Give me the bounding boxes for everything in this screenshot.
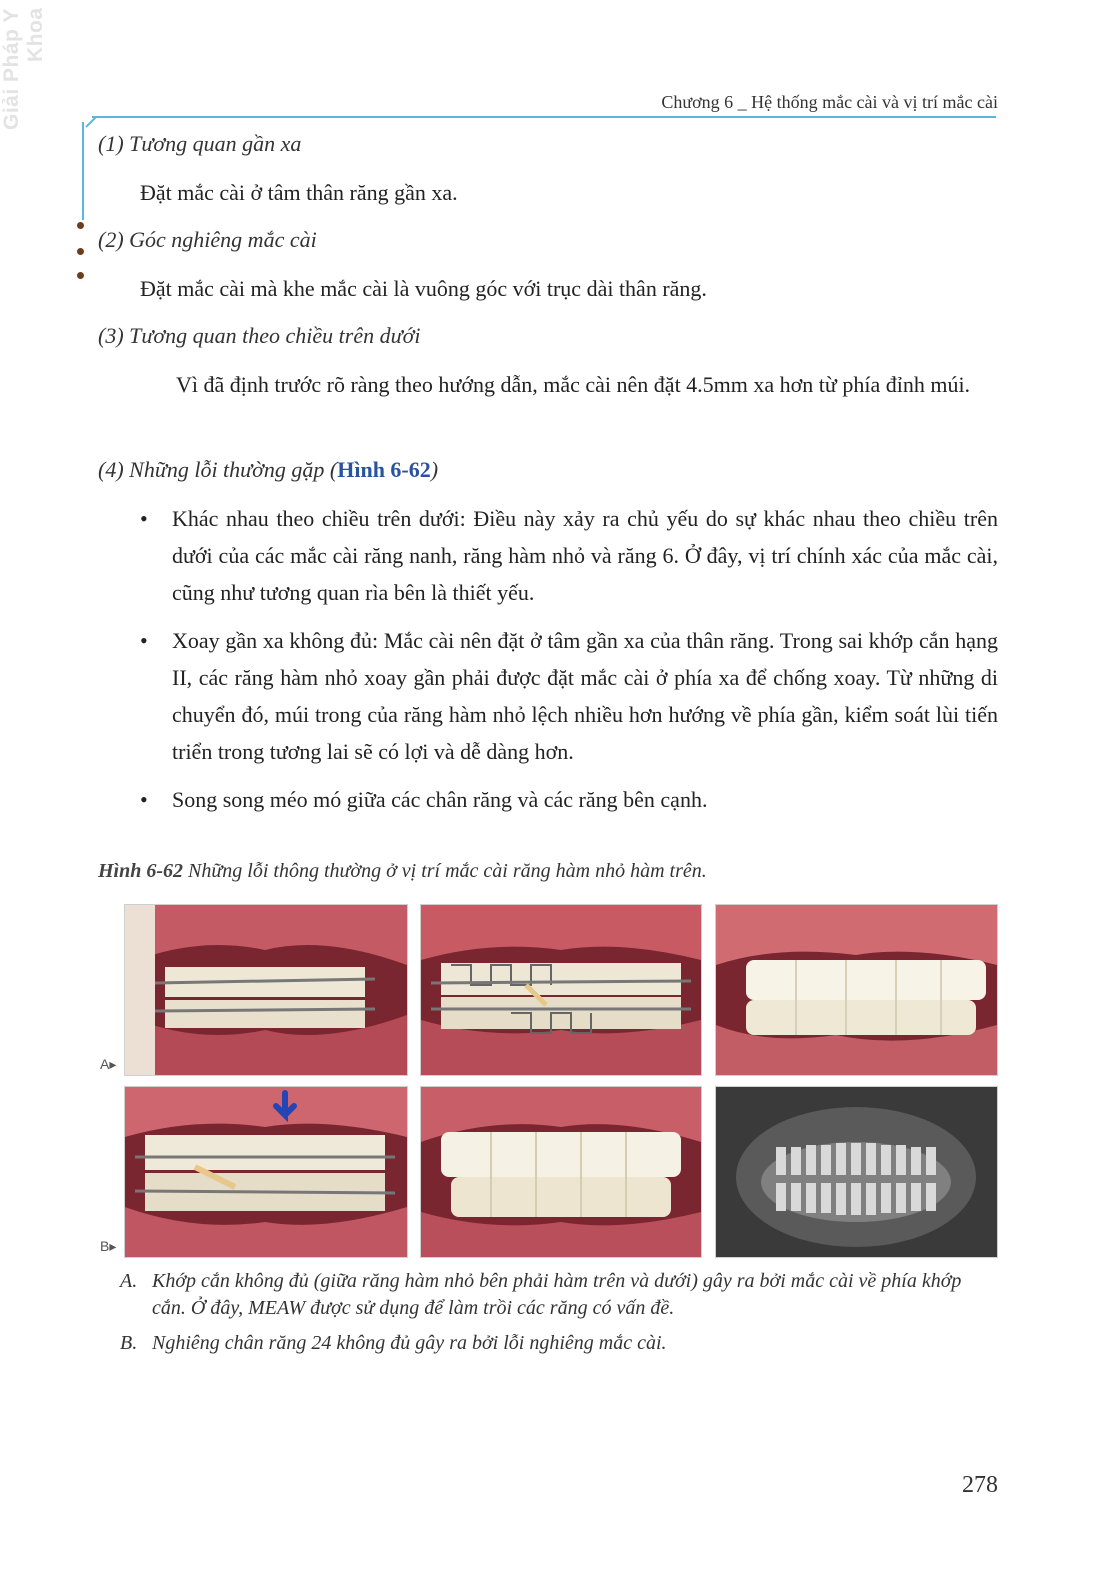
legend-text: Nghiêng chân răng 24 không đủ gây ra bởi lỗi nghiêng mắc cài.	[152, 1332, 667, 1354]
legend-item-b	[120, 1330, 1000, 1357]
watermark: Giải Pháp Y Khoa	[0, 8, 47, 130]
intraoral-teeth-photo	[420, 1086, 702, 1258]
section-heading-2: (2) Góc nghiêng mắc cài	[98, 227, 317, 252]
legend-marker: B.	[120, 1332, 138, 1354]
list-item	[140, 781, 998, 818]
list-item	[140, 500, 998, 611]
row-label-b: B▸	[100, 1238, 117, 1254]
legend-marker: A.	[120, 1270, 138, 1292]
panoramic-xray-photo	[715, 1086, 998, 1258]
running-header: Chương 6 _ Hệ thống mắc cài và vị trí mắc cài	[661, 92, 998, 112]
row-label-a: A▸	[100, 1056, 117, 1072]
figure-legend	[120, 1268, 1000, 1365]
figure-caption	[98, 860, 707, 883]
figure-caption-text: Những lỗi thông thường ở vị trí mắc cài răng hàm nhỏ hàm trên.	[183, 860, 707, 882]
figure-reference-link[interactable]: Hình 6-62	[337, 457, 431, 482]
legend-text: Khớp cắn không đủ (giữa răng hàm nhỏ bên phải hàm trên và dưới) gây ra bởi mắc cài về phía khớp cắn. Ở đây, MEAW được sử dụng để làm trồi các răng có vấn đề.	[152, 1270, 962, 1319]
section-heading-3: (3) Tương quan theo chiều trên dưới	[98, 323, 421, 348]
section-body-2: Đặt mắc cài mà khe mắc cài là vuông góc với trục dài thân răng.	[140, 276, 707, 301]
list-item-text: Song song méo mó giữa các chân răng và các răng bên cạnh.	[172, 787, 708, 812]
error-bullet-list	[140, 500, 998, 829]
heading-text: )	[430, 457, 439, 482]
margin-dot	[77, 222, 84, 229]
page-number: 278	[962, 1472, 998, 1498]
list-item-text: Xoay gần xa không đủ: Mắc cài nên đặt ở tâm gần xa của thân răng. Trong sai khớp cắn hạng II, các răng hàm nhỏ xoay gần phải được đặt mắc cài ở phía xa để chống xoay. Từ những di chuyển đó, múi trong của răng hàm nhỏ lệch nhiều hơn hướng về phía gần, kiểm soát lùi tiến triển trong tương lai sẽ có lợi và dễ dàng hơn.	[172, 628, 998, 764]
bullet-marker: •	[140, 506, 148, 531]
figure-label: Hình 6-62	[98, 860, 184, 882]
section-heading-1: (1) Tương quan gần xa	[98, 131, 302, 156]
margin-dot	[77, 248, 84, 255]
intraoral-braces-arrow-photo	[124, 1086, 408, 1258]
section-body-1: Đặt mắc cài ở tâm thân răng gần xa.	[140, 180, 458, 205]
margin-dot	[77, 272, 84, 279]
header-rule	[92, 116, 996, 118]
list-item-text: Khác nhau theo chiều trên dưới: Điều này xảy ra chủ yếu do sự khác nhau theo chiều trên dưới của các mắc cài răng nanh, răng hàm nhỏ và răng 6. Ở đây, vị trí chính xác của mắc cài, cũng như tương quan rìa bên là thiết yếu.	[172, 506, 998, 605]
intraoral-braces-photo	[124, 904, 408, 1076]
section-body-3: Vì đã định trước rõ ràng theo hướng dẫn, mắc cài nên đặt 4.5mm xa hơn từ phía đỉnh múi.	[176, 372, 971, 397]
list-item	[140, 622, 998, 770]
intraoral-occlusion-photo	[715, 904, 998, 1076]
bullet-marker: •	[140, 628, 148, 653]
margin-accent-bar	[82, 122, 84, 220]
section-heading-4	[98, 457, 438, 483]
heading-text: (4) Những lỗi thường gặp (	[98, 457, 338, 482]
legend-item-a	[120, 1268, 1000, 1322]
intraoral-braces-meaw-photo	[420, 904, 702, 1076]
bullet-marker: •	[140, 787, 148, 812]
